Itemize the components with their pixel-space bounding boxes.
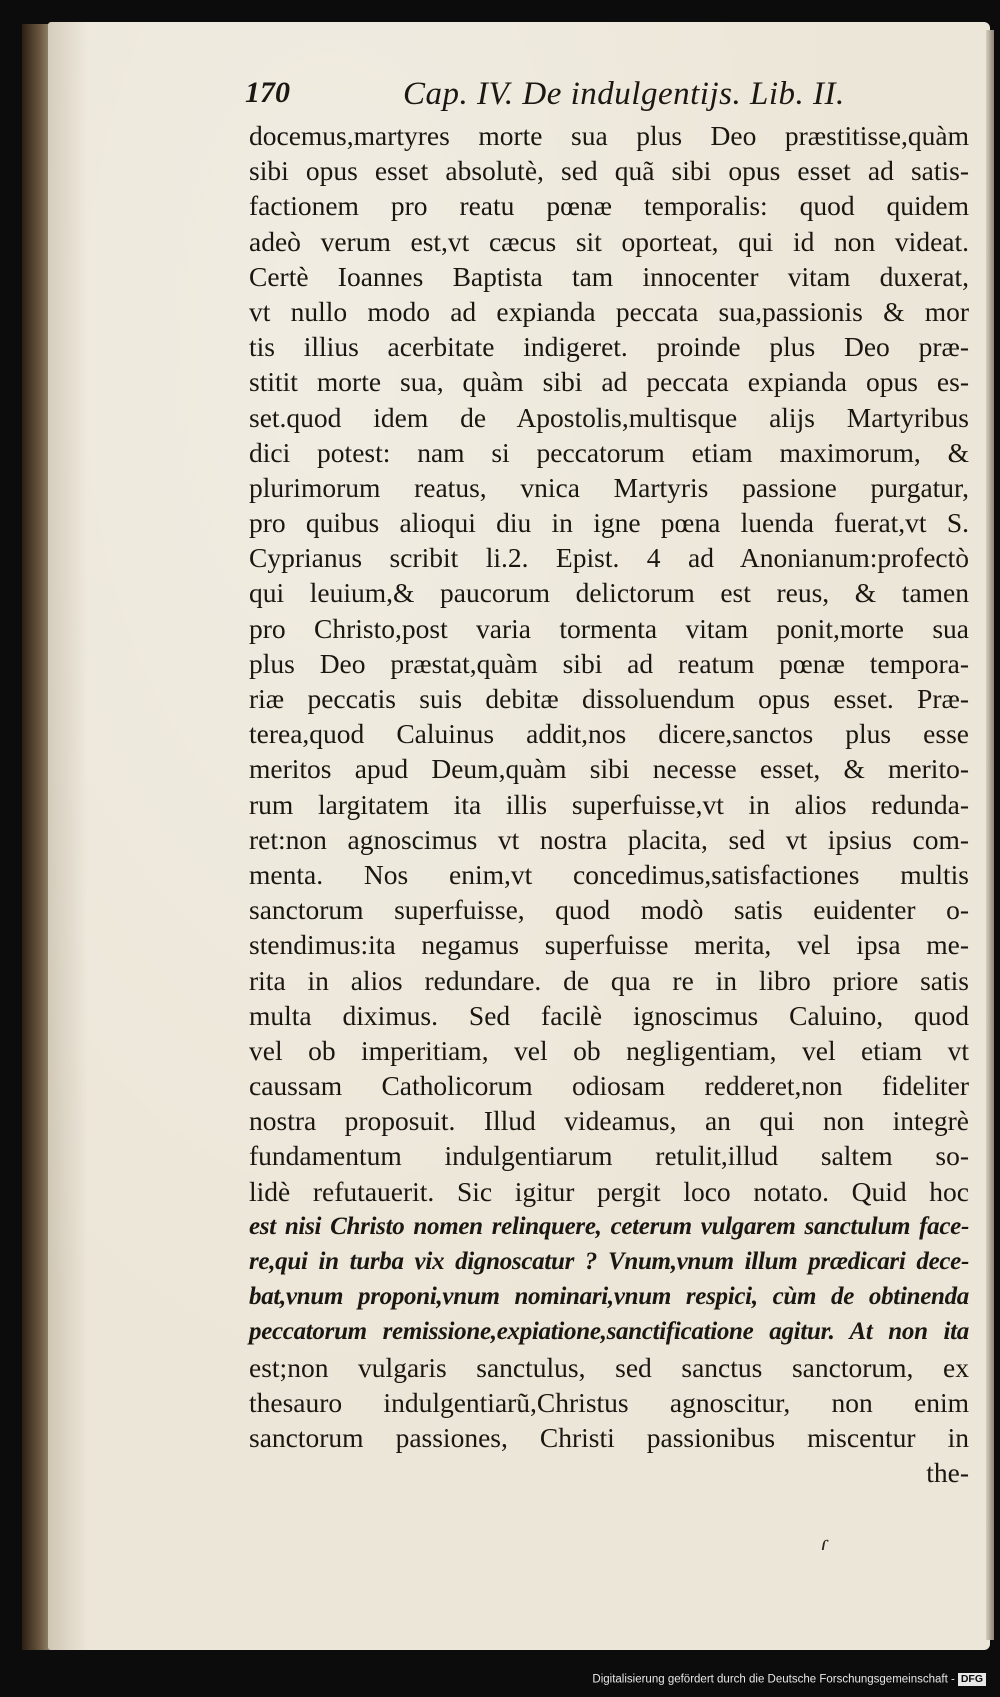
text-line: tis illius acerbitate indigeret. proinde plus Deo præ- xyxy=(249,331,969,363)
text-line: vt nullo modo ad expianda peccata sua,passionis & mor xyxy=(249,295,969,327)
text-line: dici potest: nam si peccatorum etiam maximorum, & xyxy=(249,436,969,468)
italic-quote-line: est nisi Christo nomen relinquere, ceterum vulgarem sanctulum face- xyxy=(249,1212,969,1240)
text-line: menta. Nos enim,vt concedimus,satisfactiones multis xyxy=(249,858,969,890)
text-line: stitit morte sua, quàm sibi ad peccata expianda opus es- xyxy=(249,366,969,398)
text-line: set.quod idem de Apostolis,multisque alijs Martyribus xyxy=(249,401,969,433)
dfg-logo: DFG xyxy=(958,1673,986,1686)
text-line: Certè Ioannes Baptista tam innocenter vitam duxerat, xyxy=(249,260,969,292)
text-line: multa diximus. Sed facilè ignoscimus Caluino, quod xyxy=(249,999,969,1031)
catchword: the- xyxy=(926,1457,969,1489)
italic-quote-line: re,qui in turba vix dignoscatur ? Vnum,vnum illum prædicari dece- xyxy=(249,1248,969,1275)
page-right-edge xyxy=(986,30,994,1640)
text-line: vel ob imperitiam, vel ob negligentiam, vel etiam vt xyxy=(249,1034,969,1066)
text-line: rita in alios redundare. de qua re in libro priore satis xyxy=(249,964,969,996)
text-line: thesauro indulgentiarũ,Christus agnoscitur, non enim xyxy=(249,1386,969,1418)
text-line: adeò verum est,vt cæcus sit oporteat, qui id non videat. xyxy=(249,225,969,257)
italic-quote-line: peccatorum remissione,expiatione,sanctificatione agitur. At non ita xyxy=(249,1318,969,1346)
text-line: plus Deo præstat,quàm sibi ad reatum pœnæ tempora- xyxy=(249,647,969,679)
text-line: plurimorum reatus, vnica Martyris passione purgatur, xyxy=(249,471,969,503)
text-line: sanctorum passiones, Christi passionibus miscentur in xyxy=(249,1421,969,1453)
text-line: pro Christo,post varia tormenta vitam ponit,morte sua xyxy=(249,612,969,644)
running-title: Cap. IV. De indulgentijs. Lib. II. xyxy=(403,76,845,112)
digitization-credit xyxy=(592,1673,986,1686)
text-line: lidè refutauerit. Sic igitur pergit loco notato. Quid hoc xyxy=(249,1175,969,1207)
text-line: docemus,martyres morte sua plus Deo præstitisse,quàm xyxy=(249,120,969,151)
text-line: qui leuium,& paucorum delictorum est reus, & tamen xyxy=(249,577,969,609)
text-line: est;non vulgaris sanctulus, sed sanctus sanctorum, ex xyxy=(249,1351,969,1383)
text-line: nostra proposuit. Illud videamus, an qui non integrè xyxy=(249,1105,969,1137)
text-line: pro quibus alioqui diu in igne pœna luenda fuerat,vt S. xyxy=(249,507,969,539)
text-line: meritos apud Deum,quàm sibi necesse esset, & merito- xyxy=(249,753,969,785)
italic-quote-line: bat,vnum proponi,vnum nominari,vnum respici, cùm de obtinenda xyxy=(249,1283,969,1311)
text-line: sanctorum superfuisse, quod modò satis euidenter o- xyxy=(249,894,969,926)
text-line: rum largitatem ita illis superfuisse,vt in alios redunda- xyxy=(249,788,969,820)
text-line: sibi opus esset absolutè, sed quã sibi opus esset ad satis- xyxy=(249,155,969,187)
main-text-block xyxy=(249,118,969,1490)
page-number: 170 xyxy=(245,76,290,109)
stray-ink-mark: ɾ xyxy=(820,1530,828,1555)
text-line: terea,quod Caluinus addit,nos dicere,sanctos plus esse xyxy=(249,718,969,750)
text-line: fundamentum indulgentiarum retulit,illud saltem so- xyxy=(249,1140,969,1172)
text-line: caussam Catholicorum odiosam redderet,non fideliter xyxy=(249,1070,969,1102)
text-line: stendimus:ita negamus superfuisse merita, vel ipsa me- xyxy=(249,929,969,961)
text-line: factionem pro reatu pœnæ temporalis: quod quidem xyxy=(249,190,969,222)
credit-text: Digitalisierung gefördert durch die Deutsche Forschungsgemeinschaft - xyxy=(592,1673,955,1686)
text-line: riæ peccatis suis debitæ dissoluendum opus esset. Præ- xyxy=(249,683,969,714)
text-line: ret:non agnoscimus vt nostra placita, sed vt ipsius com- xyxy=(249,823,969,855)
text-line: Cyprianus scribit li.2. Epist. 4 ad Anonianum:profectò xyxy=(249,542,969,574)
running-head xyxy=(245,76,905,116)
